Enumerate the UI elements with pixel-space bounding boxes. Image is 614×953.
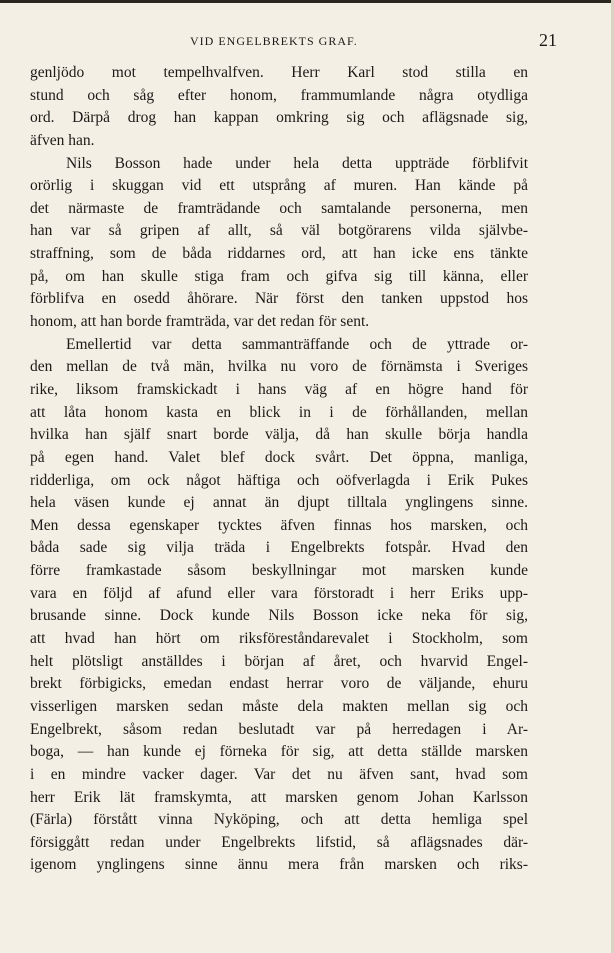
- text-line: (Färla) förstått vinna Nyköping, och att detta hemliga spel: [30, 811, 528, 829]
- text-line: hvilka han själf snart borde välja, då han skulle börja handla: [30, 426, 528, 444]
- text-line: på egen hand. Valet blef dock svårt. Det öppna, manliga,: [30, 448, 528, 466]
- text-line: Men dessa egenskaper tycktes äfven finnas hos marsken, och: [30, 516, 528, 534]
- text-line: Nils Bosson hade under hela detta uppträde förblifvit: [66, 154, 528, 172]
- text-line: straffning, som de båda riddarnes ord, att han icke ens tänkte: [30, 245, 528, 263]
- text-line: ord. Därpå drog han kappan omkring sig och aflägsnade sig,: [30, 109, 528, 127]
- text-line: genljödo mot tempelhvalfven. Herr Karl stod stilla en: [30, 64, 528, 81]
- text-line: helt plötsligt anställdes i början af året, och hvarvid Engel-: [30, 652, 528, 670]
- page-header: [30, 30, 557, 54]
- text-line: ridderliga, om ock något häftiga och oöfverlagda i Erik Pukes: [30, 471, 528, 489]
- text-line: rike, liksom framskickadt i hans väg af en högre hand för: [30, 380, 528, 398]
- text-line: förre framkastade såsom beskyllningar mot marsken kunde: [30, 562, 528, 580]
- page-number: 21: [539, 30, 557, 50]
- text-line: herr Erik lät framskymta, att marsken genom Johan Karlsson: [30, 788, 528, 806]
- text-line: Engelbrekt, såsom redan beslutadt var på herredagen i Ar-: [30, 720, 528, 738]
- text-line: att låta honom kasta en blick in i de förhållanden, mellan: [30, 403, 528, 421]
- text-line: att hvad han hört om riksföreståndarevalet i Stockholm, som: [30, 630, 528, 648]
- text-line: orörlig i skuggan vid ett utsprång af muren. Han kände på: [30, 177, 528, 195]
- text-line: försiggått redan under Engelbrekts lifstid, så aflägsnades där-: [30, 833, 528, 851]
- text-line: på, om han skulle stiga fram och gifva sig till känna, eller: [30, 267, 528, 285]
- text-line: stund och såg efter honom, frammumlande några otydliga: [30, 86, 528, 104]
- text-line: den mellan de två män, hvilka nu voro de förnämsta i Sveriges: [30, 358, 528, 376]
- text-line: boga, — han kunde ej förneka för sig, att detta ställde marsken: [30, 743, 528, 761]
- text-line: Emellertid var detta sammanträffande och de yttrade or-: [66, 335, 528, 353]
- text-line: i en mindre vacker dager. Var det nu äfven sant, hvad som: [30, 765, 528, 783]
- text-line: äfven han.: [30, 131, 95, 149]
- page-top-edge: [0, 0, 614, 3]
- text-line: igenom ynglingens sinne ännu mera från marsken och riks-: [30, 856, 528, 874]
- text-line: hela väsen kunde ej annat än djupt tilltala ynglingens sinne.: [30, 494, 528, 512]
- text-line: det närmaste de framträdande och samtalande personerna, men: [30, 199, 528, 217]
- text-line: visserligen marsken sedan måste dela makten mellan sig och: [30, 697, 528, 715]
- text-line: båda sade sig vilja träda i Engelbrekts fotspår. Hvad den: [30, 539, 528, 557]
- text-line: honom, att han borde framträda, var det redan för sent.: [30, 313, 370, 331]
- running-head: VID ENGELBREKTS GRAF.: [190, 34, 358, 48]
- text-line: brekt förbigicks, emedan endast herrar voro de väljande, ehuru: [30, 675, 528, 693]
- text-line: förblifva en osedd åhörare. När först den tanken uppstod hos: [30, 290, 528, 308]
- body-text: [30, 62, 528, 877]
- text-line: brusande sinne. Dock kunde Nils Bosson icke neka för sig,: [30, 607, 528, 625]
- text-line: vara en följd af afund eller vara förstoradt i herr Eriks upp-: [30, 584, 528, 602]
- text-line: han var så gripen af allt, så väl botgörarens vilda självbe-: [30, 222, 528, 240]
